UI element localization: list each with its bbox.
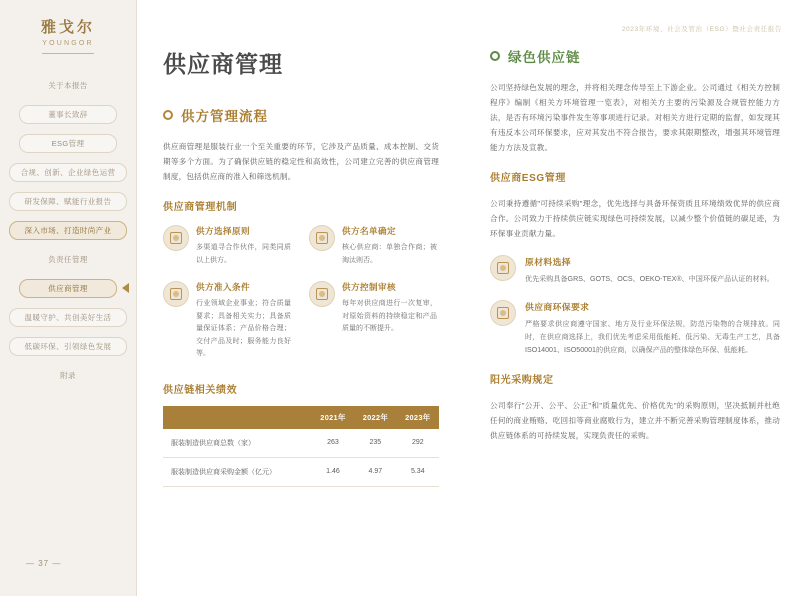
section-title-text: 供方管理流程 bbox=[181, 109, 268, 124]
sidebar-item-market-fashion[interactable]: 深入市场、打造时尚产业 bbox=[9, 221, 127, 240]
table-header-cell-2021: 2021年 bbox=[312, 406, 354, 429]
content-column-right bbox=[490, 46, 780, 457]
current-section-marker-icon bbox=[122, 283, 129, 293]
mechanism-card-grid bbox=[163, 225, 439, 361]
table-cell-value: 292 bbox=[397, 429, 439, 458]
list-item bbox=[490, 255, 780, 286]
subsection-title-supplier-esg: 供应商ESG管理 bbox=[490, 173, 566, 184]
section-paragraph-green-supply-chain: 公司坚持绿色发展的理念，并将相关理念传导至上下游企业。公司通过《相关方控制程序》编制《相关方环境管理一览表》，对相关方主要的污染源及合规管控能力方法，是否有环境污染事件发生等事项进行记录。对相关方进行定期的监督，如发现其有违反本公司环保要求，应对其发出不符合报告，要求其限期整改，增强其环境管理能力方法及宣教。 bbox=[490, 83, 780, 152]
sidebar-nav bbox=[0, 76, 136, 385]
mechanism-card-text: 多渠道寻合作伙伴，同类同质以上供方。 bbox=[196, 244, 291, 264]
running-header: 2023年环境、社会及管治（ESG）暨社会责任报告 bbox=[621, 26, 782, 33]
table-header-cell-2022: 2022年 bbox=[354, 406, 396, 429]
mechanism-card-title: 供方名单确定 bbox=[342, 226, 396, 236]
table-cell-value: 1.46 bbox=[312, 457, 354, 486]
page-number: — 37 — bbox=[26, 559, 62, 568]
subsection-title-sunshine-procurement: 阳光采购规定 bbox=[490, 375, 554, 386]
bullet-ring-icon bbox=[163, 110, 173, 120]
bullet-ring-icon bbox=[490, 51, 500, 61]
supply-chain-performance-table bbox=[163, 406, 439, 487]
table-cell-value: 4.97 bbox=[354, 457, 396, 486]
sidebar-item-supplier-management[interactable]: 供应商管理 bbox=[19, 279, 117, 298]
table-cell-value: 263 bbox=[312, 429, 354, 458]
mechanism-card bbox=[309, 281, 437, 361]
sidebar bbox=[0, 0, 137, 596]
table-header-cell-2023: 2023年 bbox=[397, 406, 439, 429]
table-header-cell-metric bbox=[163, 406, 312, 429]
list-item-text: 优先采购具备GRS、GOTS、OCS、OEKO-TEX®、中国环保产品认证的材料。 bbox=[525, 275, 774, 283]
subsection-title-mechanism: 供应商管理机制 bbox=[163, 202, 238, 213]
table-cell-label: 服装制造供应商总数（家） bbox=[163, 429, 312, 458]
supplier-env-icon bbox=[490, 300, 516, 326]
list-item-title: 原材料选择 bbox=[525, 257, 571, 267]
sidebar-item-esg-management[interactable]: ESG管理 bbox=[19, 134, 117, 153]
sidebar-item-rd-industry[interactable]: 研发保障、赋能行业报告 bbox=[9, 192, 127, 211]
brand-logo bbox=[0, 0, 136, 54]
mechanism-card bbox=[163, 281, 291, 361]
section-title-text: 绿色供应链 bbox=[508, 50, 581, 65]
sidebar-item-about-report[interactable]: 关于本报告 bbox=[48, 81, 88, 90]
logo-text-en: YOUNGOR bbox=[42, 40, 94, 47]
supplier-select-icon bbox=[163, 225, 189, 251]
mechanism-card-text: 每年对供应商进行一次复审，对原始资料的持续稳定和产品质量的不断提升。 bbox=[342, 300, 437, 332]
mechanism-card-title: 供方准入条件 bbox=[196, 282, 250, 292]
page-title: 供应商管理 bbox=[163, 52, 283, 77]
table-cell-label: 服装制造供应商采购金额（亿元） bbox=[163, 457, 312, 486]
logo-text-cn: 雅戈尔 bbox=[40, 20, 95, 36]
supplier-list-icon bbox=[309, 225, 335, 251]
table-title-supply-chain-performance: 供应链相关绩效 bbox=[163, 384, 238, 396]
sidebar-item-compliance-innovation[interactable]: 合规、创新、企业绿色运营 bbox=[9, 163, 127, 182]
mechanism-card-title: 供方选择原则 bbox=[196, 226, 250, 236]
sidebar-item-warm-life[interactable]: 温暖守护、共创美好生活 bbox=[9, 308, 127, 327]
esg-item-list bbox=[490, 255, 780, 357]
sidebar-item-low-carbon[interactable]: 低碳环保、引领绿色发展 bbox=[9, 337, 127, 356]
mechanism-card-text: 核心供应商：单独合作商；被淘汰则否。 bbox=[342, 244, 437, 264]
table-row bbox=[163, 457, 439, 486]
list-item bbox=[490, 300, 780, 357]
table-cell-value: 5.34 bbox=[397, 457, 439, 486]
table-header-row bbox=[163, 406, 439, 429]
supplier-control-icon bbox=[309, 281, 335, 307]
sidebar-item-chairman-message[interactable]: 董事长致辞 bbox=[19, 105, 117, 124]
section-heading-supplier-process bbox=[163, 105, 439, 125]
logo-divider bbox=[42, 53, 94, 54]
list-item-text: 严格要求供应商遵守国家、地方及行业环保法规，防范污染物的合规排放。同时，在供应商选择上，我们优先考虑采用低能耗、低污染、无毒生产工艺，具备ISO14001、ISO50001的供应商，以确保产品的整体绿色环保、低能耗。 bbox=[525, 320, 780, 354]
mechanism-card bbox=[163, 225, 291, 267]
table-row bbox=[163, 429, 439, 458]
sidebar-item-responsible-management[interactable]: 负责任管理 bbox=[48, 255, 88, 264]
material-select-icon bbox=[490, 255, 516, 281]
content-column-left bbox=[163, 46, 439, 487]
list-item-title: 供应商环保要求 bbox=[525, 302, 590, 312]
mechanism-card bbox=[309, 225, 437, 267]
table-cell-value: 235 bbox=[354, 429, 396, 458]
supplier-access-icon bbox=[163, 281, 189, 307]
section-heading-green-supply-chain bbox=[490, 46, 780, 66]
section-paragraph-supplier-process: 供应商管理是服装行业一个至关重要的环节，它涉及产品质量、成本控制、交货期等多个方面。为了确保供应链的稳定性和高效性，公司建立完善的供应商管理制度，包括供应商的准入和筛选机制。 bbox=[163, 142, 439, 181]
mechanism-card-text: 行业领域企业事业；符合质量要求；具备相关实力；具备质量保证体系；产品价格合理；交付产品及时；服务能力良好等。 bbox=[196, 300, 291, 357]
sidebar-item-appendix[interactable]: 附录 bbox=[60, 371, 76, 380]
section-paragraph-sunshine-procurement: 公司奉行"公开、公平、公正"和"质量优先、价格优先"的采购原则，坚决抵制并杜绝任何的商业贿赂、吃回扣等商业腐败行为，建立并不断完善采购管理制度体系，推动供应链体系的可持续发展，实现负责任的采购。 bbox=[490, 401, 780, 440]
section-paragraph-supplier-esg: 公司秉持遵循"可持续采购"理念，优先选择与具备环保资质且环境绩效优异的供应商合作。公司致力于持续供应链实现绿色可持续发展，以减少整个价值链的碳足迹，为环保事业贡献力量。 bbox=[490, 199, 780, 238]
mechanism-card-title: 供方控制审核 bbox=[342, 282, 396, 292]
